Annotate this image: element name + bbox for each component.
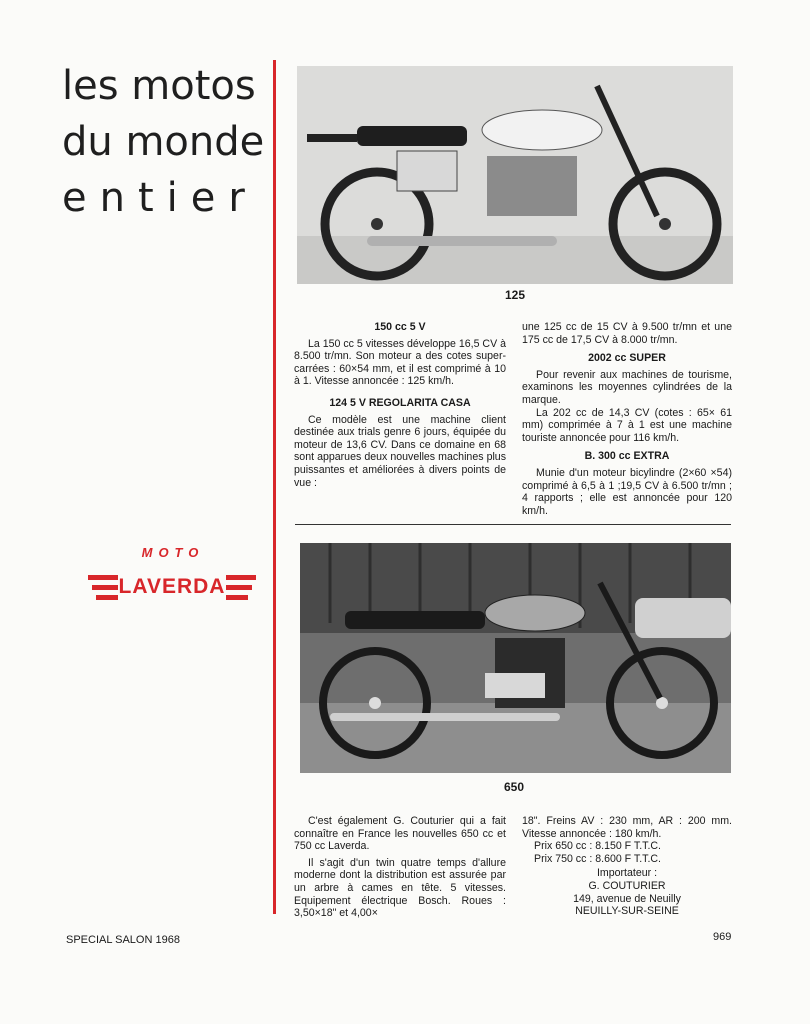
title-line-3: entier	[62, 175, 258, 221]
red-divider	[273, 60, 276, 914]
paragraph-202cc: La 202 cc de 14,3 CV (cotes : 65× 61 mm) comprimée à 7 à 1 est une machine touriste annoncée pour 116 km/h.	[522, 406, 732, 444]
article2-left-column	[294, 815, 506, 920]
photo-caption-650: 650	[503, 780, 525, 794]
section-divider	[295, 524, 731, 525]
paragraph-124-regolarita: Ce modèle est une machine client destinée aux trials genre 6 jours, équipée du moteur de 13,6 CV. Dans ce domaine en 68 sont apparues deux nouvelles machines plus puissantes et améliorées à divers points de vue :	[294, 413, 506, 489]
article1-left-column	[294, 321, 506, 489]
article1-right-column	[522, 321, 732, 517]
paragraph-freins: 18". Freins AV : 230 mm, AR : 200 mm. Vitesse annoncée : 180 km/h.	[522, 815, 732, 840]
heading-300cc-extra: B. 300 cc EXTRA	[584, 450, 670, 463]
paragraph-tourisme: Pour revenir aux machines de tourisme, examinons les moyennes cylindrées de la marque.	[522, 368, 732, 406]
heading-124-regolarita: 124 5 V REGOLARITA CASA	[329, 396, 471, 409]
heading-2002cc-super: 2002 cc SUPER	[588, 352, 666, 365]
motorcycle-photo-125	[297, 66, 733, 284]
article2-right-column	[522, 815, 732, 918]
footer-issue: SPECIAL SALON 1968	[66, 934, 180, 946]
paragraph-125-175: une 125 cc de 15 CV à 9.500 tr/mn et une 175 cc de 17,5 CV à 8.000 tr/mn.	[522, 321, 732, 346]
title-line-2: du monde	[62, 119, 265, 165]
motorcycle-photo-650	[300, 543, 731, 773]
importer-label: Importateur :	[596, 867, 658, 880]
logo-laverda-text: LAVERDA	[118, 575, 226, 598]
laverda-logo	[88, 545, 256, 615]
importer-city: NEUILLY-SUR-SEINE	[575, 905, 679, 918]
page-title	[62, 58, 264, 226]
price-750cc: Prix 750 cc : 8.600 F T.T.C.	[534, 852, 661, 865]
logo-moto-text: MOTO	[141, 545, 205, 560]
price-650cc: Prix 650 cc : 8.150 F T.T.C.	[534, 840, 661, 853]
paragraph-300cc: Munie d'un moteur bicylindre (2×60 ×54) comprimé à 6,5 à 1 ;19,5 CV à 6.500 tr/mn ; 4 rapports ; elle est annoncée pour 120 km/h.	[522, 466, 732, 517]
importer-address: 149, avenue de Neuilly	[573, 892, 681, 905]
title-line-1: les motos	[62, 63, 256, 109]
paragraph-couturier: C'est également G. Couturier qui a fait connaître en France les nouvelles 650 cc et 750 cc Laverda.	[294, 815, 506, 853]
paragraph-twin: Il s'agit d'un twin quatre temps d'allure moderne dont la distribution est assurée par un arbre à cames en tête. 5 vitesses. Equipement électrique Bosch. Roues : 3,50×18" et 4,00×	[294, 856, 506, 920]
importer-block	[522, 867, 732, 917]
paragraph-150cc: La 150 cc 5 vitesses développe 16,5 CV à 8.500 tr/mn. Son moteur a des cotes super-carrées : 60×54 mm, et il est comprimé à 10 à 1. Vitesse annoncée : 125 km/h.	[294, 337, 506, 388]
photo-caption-125: 125	[504, 288, 526, 302]
heading-150cc: 150 cc 5 V	[374, 321, 426, 333]
footer-page-number: 969	[713, 931, 732, 943]
importer-name: G. COUTURIER	[588, 879, 666, 892]
price-list	[522, 840, 732, 865]
